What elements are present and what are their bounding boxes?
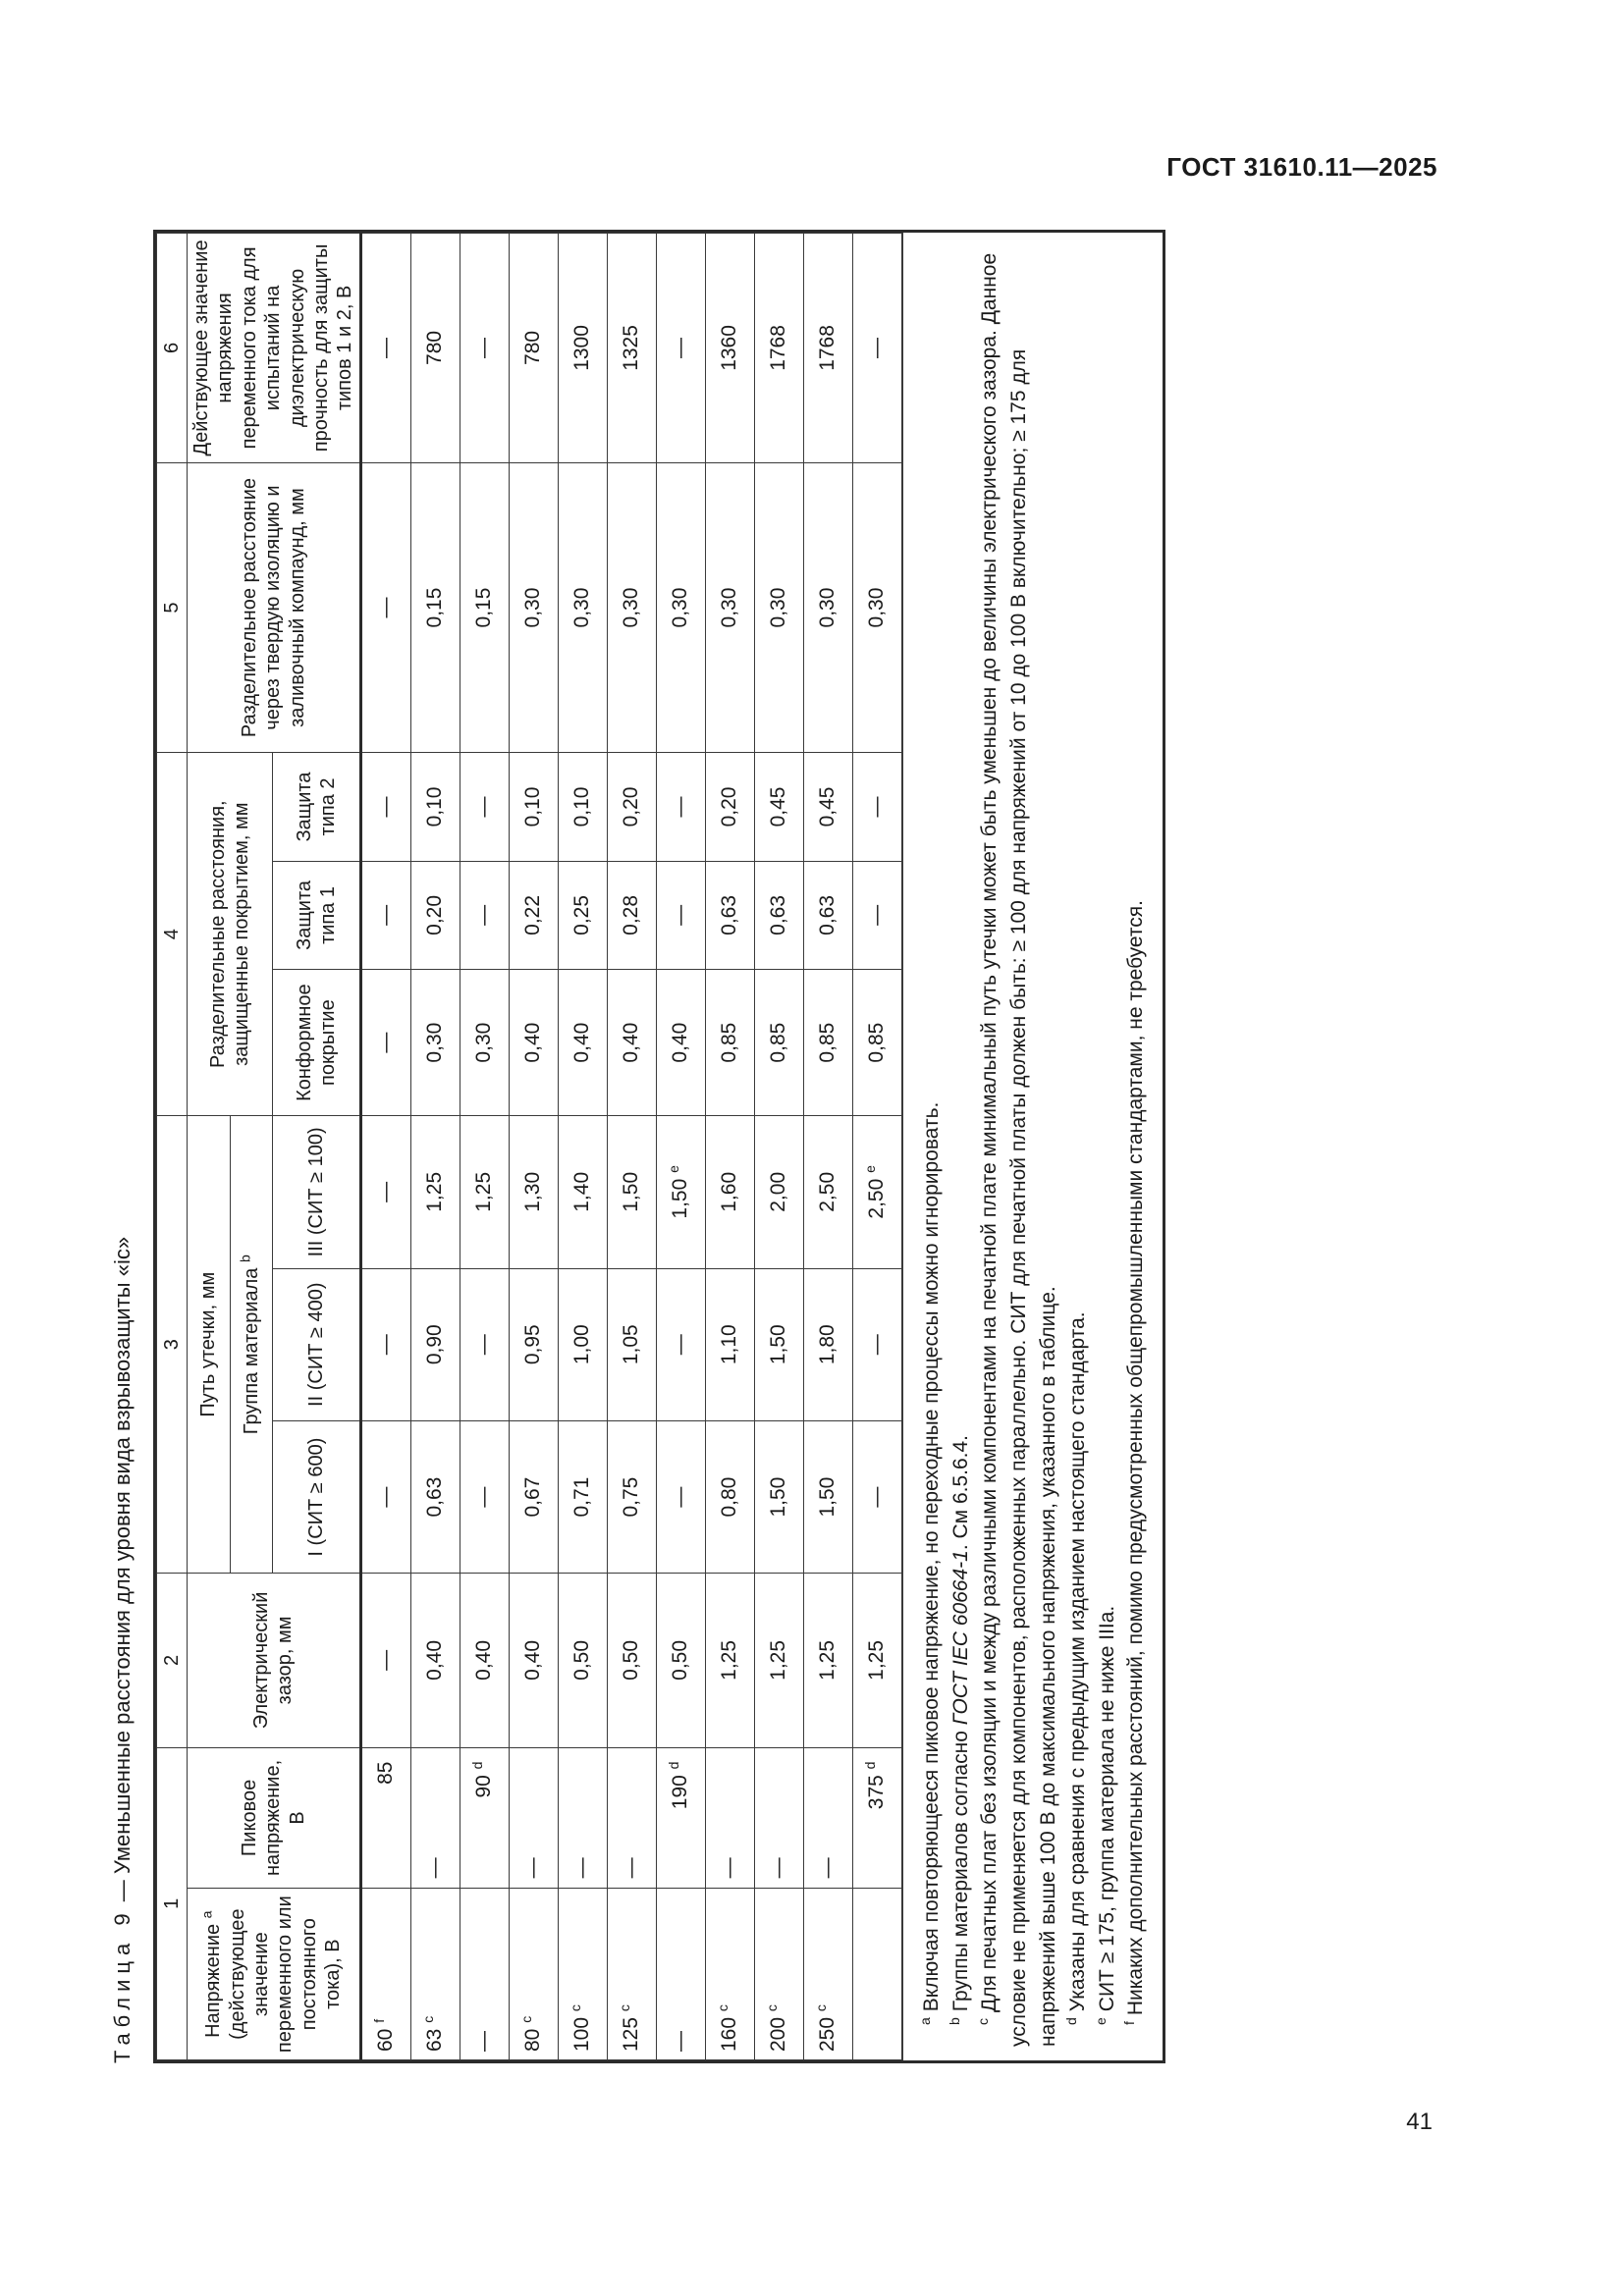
cell-voltage: 250 $^c$ (803, 1889, 852, 2060)
table-row (803, 234, 852, 2060)
rotated-table-region (110, 230, 1219, 2063)
cell-conformal: — (360, 970, 410, 1116)
col-number: 5 (157, 462, 188, 752)
cell-t1: 0,28 (607, 861, 656, 969)
cell-conformal: 0,85 (803, 970, 852, 1116)
header-material-group: Группа материала $^b$ (230, 1116, 273, 1574)
table-row (460, 234, 509, 2060)
header-peak: Пиковое напряжение, В (188, 1747, 361, 1889)
table-row (607, 234, 656, 2060)
cell-voltage: — (656, 1889, 705, 2060)
cell-dielectric: — (360, 234, 410, 463)
table-row (705, 234, 754, 2060)
cell-dielectric: 1768 (803, 234, 852, 463)
cell-t2: 0,45 (803, 753, 852, 861)
note-d: $^d$Указаны для сравнения с предыдущим изданием настоящего стандарта. (1062, 1311, 1089, 2025)
cell-g1: 0,75 (607, 1420, 656, 1573)
table-row (558, 234, 607, 2060)
cell-clearance: 0,50 (607, 1574, 656, 1747)
cell-dielectric: — (852, 234, 901, 463)
cell-conformal: 0,85 (705, 970, 754, 1116)
table-caption-label: Таблица 9 (110, 1907, 135, 2063)
cell-g2: 1,10 (705, 1268, 754, 1420)
cell-t1: 0,20 (410, 861, 460, 969)
cell-g2: 0,90 (410, 1268, 460, 1420)
header-group-i: I (СИТ ≥ 600) (273, 1420, 360, 1573)
cell-t2: — (656, 753, 705, 861)
cell-voltage: 100 $^c$ (558, 1889, 607, 2060)
cell-t2: — (852, 753, 901, 861)
cell-peak: — (607, 1747, 656, 1889)
cell-g2: — (360, 1268, 410, 1420)
cell-peak: — (705, 1747, 754, 1889)
note-c: $^c$Для печатных плат без изоляции и между различными компонентами на печатной плате минимальный путь утечки может быть уменьшен до величины электрического зазора. Данное условие не применяется для компонентов, расположенных параллельно. СИТ для печатной платы должен быть: ≥ 100 для напряжений от 10 до 100 В включительно; ≥ 175 для напряжений выше 100 В до максимального напряжения, указанного в таблице. (975, 252, 1059, 2047)
table-row (410, 234, 460, 2060)
cell-g2: — (460, 1268, 509, 1420)
cell-g2: 0,95 (509, 1268, 558, 1420)
cell-solid: — (360, 462, 410, 752)
cell-solid: 0,30 (705, 462, 754, 752)
cell-g1: 0,67 (509, 1420, 558, 1573)
cell-conformal: 0,40 (656, 970, 705, 1116)
cell-g3: 2,50 (803, 1116, 852, 1268)
cell-dielectric: 780 (509, 234, 558, 463)
table-row (360, 234, 410, 2060)
cell-g3: 2,00 (754, 1116, 803, 1268)
note-b: $^b$Группы материалов согласно ГОСТ IEC 60664-1. См 6.5.6.4. (946, 1434, 972, 2025)
cell-peak: 375 $^d$ (852, 1747, 901, 1889)
cell-conformal: 0,40 (509, 970, 558, 1116)
cell-dielectric: 1325 (607, 234, 656, 463)
cell-g3: 1,25 (460, 1116, 509, 1268)
distances-table (156, 233, 902, 2060)
cell-t1: 0,25 (558, 861, 607, 969)
cell-t2: — (460, 753, 509, 861)
cell-g1: — (852, 1420, 901, 1573)
cell-clearance: 1,25 (705, 1574, 754, 1747)
cell-dielectric: 1360 (705, 234, 754, 463)
cell-t1: — (460, 861, 509, 969)
cell-t2: 0,20 (607, 753, 656, 861)
cell-voltage: 200 $^c$ (754, 1889, 803, 2060)
header-type2: Защита типа 2 (273, 753, 360, 861)
cell-dielectric: 1300 (558, 234, 607, 463)
cell-t1: 0,63 (803, 861, 852, 969)
cell-t1: — (852, 861, 901, 969)
cell-t2: 0,10 (410, 753, 460, 861)
cell-g2: — (656, 1268, 705, 1420)
table-row (754, 234, 803, 2060)
cell-peak: — (754, 1747, 803, 1889)
cell-t2: 0,10 (558, 753, 607, 861)
table-notes (902, 233, 1164, 2060)
cell-clearance: 0,40 (410, 1574, 460, 1747)
table-row (656, 234, 705, 2060)
col-number: 6 (157, 234, 188, 463)
cell-clearance: 0,50 (656, 1574, 705, 1747)
cell-g2: 1,00 (558, 1268, 607, 1420)
cell-t1: 0,63 (705, 861, 754, 969)
cell-solid: 0,30 (754, 462, 803, 752)
cell-t2: — (360, 753, 410, 861)
cell-g1: 0,80 (705, 1420, 754, 1573)
cell-g3: 1,60 (705, 1116, 754, 1268)
cell-g2: — (852, 1268, 901, 1420)
cell-conformal: 0,85 (754, 970, 803, 1116)
cell-clearance: 0,50 (558, 1574, 607, 1747)
header-conformal: Конформное покрытие (273, 970, 360, 1116)
cell-peak: — (410, 1747, 460, 1889)
cell-clearance: 0,40 (460, 1574, 509, 1747)
cell-voltage: — (460, 1889, 509, 2060)
cell-solid: 0,30 (656, 462, 705, 752)
cell-solid: 0,30 (558, 462, 607, 752)
cell-t1: — (360, 861, 410, 969)
note-a: $^a$Включая повторяющееся пиковое напряжение, но переходные процессы можно игнорировать. (916, 1101, 943, 2025)
cell-solid: 0,30 (803, 462, 852, 752)
table-row (509, 234, 558, 2060)
cell-t1: — (656, 861, 705, 969)
cell-solid: 0,15 (460, 462, 509, 752)
col-number: 1 (157, 1747, 188, 2059)
cell-clearance: 1,25 (852, 1574, 901, 1747)
cell-g1: — (360, 1420, 410, 1573)
table-caption (110, 1237, 135, 2063)
cell-voltage: 80 $^c$ (509, 1889, 558, 2060)
header-dielectric: Действующее значение напряжения переменного тока для испытаний на диэлектрическую прочность для защиты типов 1 и 2, В (188, 234, 361, 463)
cell-g2: 1,50 (754, 1268, 803, 1420)
cell-g3: 2,50 $^e$ (852, 1116, 901, 1268)
cell-t2: 0,45 (754, 753, 803, 861)
col-number: 4 (157, 753, 188, 1116)
cell-voltage: 63 $^c$ (410, 1889, 460, 2060)
header-coating: Разделительные расстояния, защищенные покрытием, мм (188, 753, 273, 1116)
header-clearance: Электрический зазор, мм (188, 1574, 361, 1747)
col-number: 3 (157, 1116, 188, 1574)
header-creepage: Путь утечки, мм (188, 1116, 231, 1574)
cell-g3: 1,50 (607, 1116, 656, 1268)
cell-peak: 190 $^d$ (656, 1747, 705, 1889)
cell-clearance: — (360, 1574, 410, 1747)
cell-g1: 1,50 (754, 1420, 803, 1573)
header-type1: Защита типа 1 (273, 861, 360, 969)
cell-g3: 1,50 $^e$ (656, 1116, 705, 1268)
cell-t1: 0,22 (509, 861, 558, 969)
cell-clearance: 1,25 (754, 1574, 803, 1747)
cell-g3: 1,25 (410, 1116, 460, 1268)
col-number: 2 (157, 1574, 188, 1747)
cell-g1: — (460, 1420, 509, 1573)
cell-conformal: 0,30 (410, 970, 460, 1116)
cell-peak: 90 $^d$ (460, 1747, 509, 1889)
table-body (360, 234, 901, 2060)
cell-g1: — (656, 1420, 705, 1573)
cell-dielectric: 780 (410, 234, 460, 463)
cell-g3: 1,40 (558, 1116, 607, 1268)
cell-g2: 1,05 (607, 1268, 656, 1420)
standard-header: ГОСТ 31610.11—2025 (1166, 152, 1437, 182)
cell-voltage: 125 $^c$ (607, 1889, 656, 2060)
cell-peak: — (509, 1747, 558, 1889)
cell-g2: 1,80 (803, 1268, 852, 1420)
cell-dielectric: 1768 (754, 234, 803, 463)
cell-peak: 85 (360, 1747, 410, 1889)
header-solid: Разделительное расстояние через твердую изоляцию и заливочный компаунд, мм (188, 462, 361, 752)
header-group-iii: III (СИТ ≥ 100) (273, 1116, 360, 1268)
cell-g1: 0,63 (410, 1420, 460, 1573)
cell-g3: 1,30 (509, 1116, 558, 1268)
cell-g1: 1,50 (803, 1420, 852, 1573)
cell-t1: 0,63 (754, 861, 803, 969)
cell-t2: 0,10 (509, 753, 558, 861)
cell-dielectric: — (460, 234, 509, 463)
note-e: $^e$СИТ ≥ 175, группа материала не ниже IIIa. (1092, 1605, 1118, 2025)
cell-solid: 0,15 (410, 462, 460, 752)
cell-g3: — (360, 1116, 410, 1268)
cell-g1: 0,71 (558, 1420, 607, 1573)
cell-conformal: 0,40 (558, 970, 607, 1116)
cell-dielectric: — (656, 234, 705, 463)
cell-t2: 0,20 (705, 753, 754, 861)
cell-clearance: 0,40 (509, 1574, 558, 1747)
cell-clearance: 1,25 (803, 1574, 852, 1747)
header-group-ii: II (СИТ ≥ 400) (273, 1268, 360, 1420)
cell-voltage: 60 $^f$ (360, 1889, 410, 2060)
cell-solid: 0,30 (607, 462, 656, 752)
cell-voltage (852, 1889, 901, 2060)
cell-conformal: 0,40 (607, 970, 656, 1116)
table-caption-title: — Уменьшенные расстояния для уровня вида взрывозащиты «ic» (110, 1236, 135, 1902)
table-frame (153, 230, 1165, 2063)
cell-conformal: 0,30 (460, 970, 509, 1116)
page-number: 41 (1406, 2109, 1433, 2135)
column-number-row (157, 234, 188, 2060)
note-f: $^f$Никаких дополнительных расстояний, помимо предусмотренных общепромышленными стандартами, не требуется. (1121, 899, 1148, 2025)
header-voltage: Напряжение $^a$ (действующее значение переменного или постоянного тока), В (188, 1889, 361, 2060)
header-row-1 (188, 234, 231, 2060)
cell-conformal: 0,85 (852, 970, 901, 1116)
cell-solid: 0,30 (852, 462, 901, 752)
cell-voltage: 160 $^c$ (705, 1889, 754, 2060)
cell-solid: 0,30 (509, 462, 558, 752)
table-row (852, 234, 901, 2060)
cell-peak: — (558, 1747, 607, 1889)
cell-peak: — (803, 1747, 852, 1889)
